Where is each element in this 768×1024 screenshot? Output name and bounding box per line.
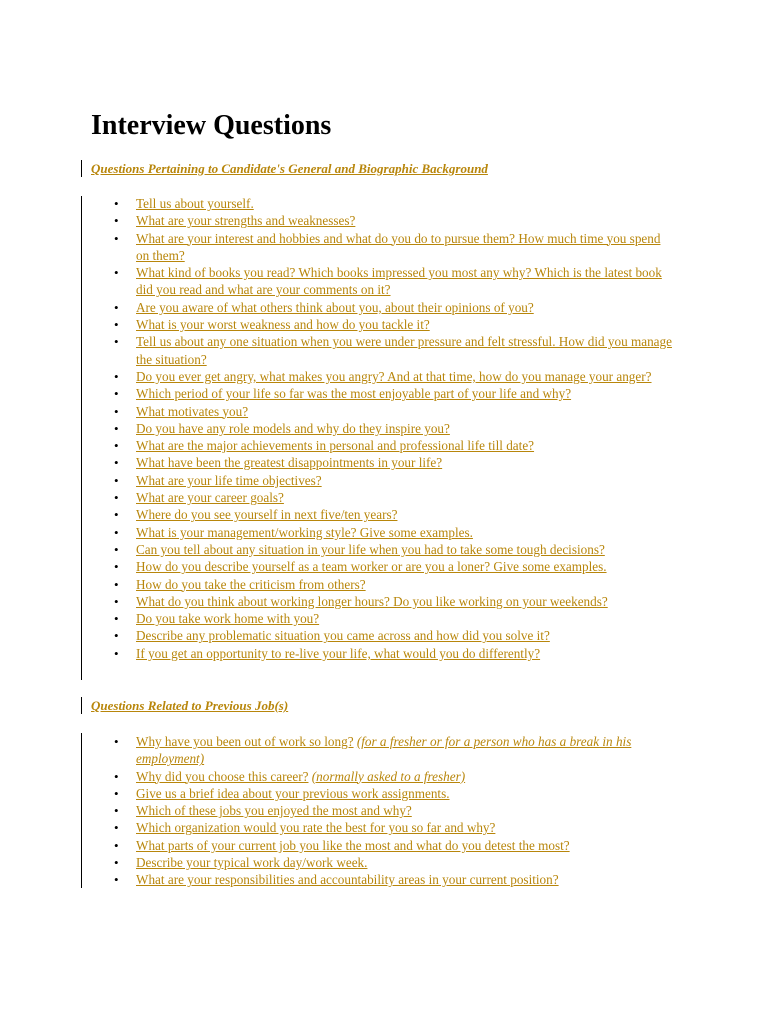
question-link[interactable]: Why have you been out of work so long?: [136, 734, 354, 749]
list-item: [114, 541, 674, 558]
list-item: [114, 558, 674, 575]
list-item: [114, 212, 674, 229]
question-link[interactable]: Can you tell about any situation in your life when you had to take some tough decisions?: [136, 541, 605, 557]
bullet-icon: •: [114, 645, 119, 661]
question-list-previous-jobs: [114, 733, 674, 889]
question-link[interactable]: Tell us about any one situation when you were under pressure and felt stressful. How did you manage the situation?: [136, 334, 672, 367]
question-link[interactable]: Which period of your life so far was the most enjoyable part of your life and why?: [136, 386, 572, 402]
question-link[interactable]: What do you think about working longer hours? Do you like working on your weekends?: [136, 593, 608, 609]
section-heading-background[interactable]: Questions Pertaining to Candidate's General and Biographic Background: [91, 161, 488, 176]
bullet-icon: •: [114, 855, 119, 871]
bullet-icon: •: [114, 317, 119, 333]
list-item: [114, 316, 674, 333]
bullet-icon: •: [114, 490, 119, 506]
question-note[interactable]: (normally asked to a fresher): [311, 768, 466, 784]
question-link[interactable]: Why did you choose this career?: [136, 768, 309, 784]
question-link[interactable]: If you get an opportunity to re-live your life, what would you do differently?: [136, 645, 541, 661]
list-item: [114, 819, 674, 836]
bullet-icon: •: [114, 472, 119, 488]
section-bar-marker: [81, 160, 82, 177]
bullet-icon: •: [114, 455, 119, 471]
list-item: [114, 768, 674, 785]
question-link[interactable]: Tell us about yourself.: [136, 196, 254, 211]
question-link[interactable]: What is your worst weakness and how do you tackle it?: [136, 317, 430, 333]
bullet-icon: •: [114, 420, 119, 436]
question-link[interactable]: What have been the greatest disappointments in your life?: [136, 455, 443, 471]
list-item: [114, 837, 674, 854]
bullet-icon: •: [114, 593, 119, 609]
list-item: [114, 785, 674, 802]
bullet-icon: •: [114, 230, 119, 246]
bullet-icon: •: [114, 196, 119, 211]
list-bar-marker: [81, 733, 82, 888]
bullet-icon: •: [114, 734, 119, 749]
bullet-icon: •: [114, 559, 119, 575]
question-link[interactable]: What are your strengths and weaknesses?: [136, 213, 356, 229]
bullet-icon: •: [114, 541, 119, 557]
question-link[interactable]: What are your interest and hobbies and what do you do to pursue them? How much time you spend on them?: [136, 230, 661, 263]
question-link[interactable]: What motivates you?: [136, 403, 249, 419]
bullet-icon: •: [114, 438, 119, 454]
question-link[interactable]: How do you take the criticism from others?: [136, 576, 366, 592]
list-item: [114, 576, 674, 593]
question-link[interactable]: What are your responsibilities and accountability areas in your current position?: [136, 872, 559, 888]
section-heading-previous-jobs[interactable]: Questions Related to Previous Job(s): [91, 698, 289, 713]
question-link[interactable]: Do you ever get angry, what makes you angry? And at that time, how do you manage your anger?: [136, 368, 652, 384]
page-title: Interview Questions: [91, 110, 332, 141]
question-link[interactable]: Describe any problematic situation you came across and how did you solve it?: [136, 628, 550, 644]
list-item: [114, 524, 674, 541]
bullet-icon: •: [114, 213, 119, 229]
question-link[interactable]: Where do you see yourself in next five/ten years?: [136, 507, 398, 523]
question-link[interactable]: What parts of your current job you like the most and what do you detest the most?: [136, 837, 570, 853]
question-link[interactable]: Do you take work home with you?: [136, 611, 320, 627]
bullet-icon: •: [114, 820, 119, 836]
bullet-icon: •: [114, 628, 119, 644]
list-item: [114, 854, 674, 871]
bullet-icon: •: [114, 872, 119, 888]
question-list-background: [114, 195, 674, 662]
question-link[interactable]: Do you have any role models and why do they inspire you?: [136, 420, 450, 436]
list-item: [114, 403, 674, 420]
bullet-icon: •: [114, 524, 119, 540]
list-item: [114, 610, 674, 627]
list-item: [114, 627, 674, 644]
bullet-icon: •: [114, 299, 119, 315]
question-link[interactable]: What are the major achievements in personal and professional life till date?: [136, 438, 535, 454]
list-item: [114, 645, 674, 662]
list-item: [114, 420, 674, 437]
bullet-icon: •: [114, 334, 119, 350]
bullet-icon: •: [114, 768, 119, 784]
bullet-icon: •: [114, 368, 119, 384]
list-item: [114, 871, 674, 888]
question-link[interactable]: What are your career goals?: [136, 490, 284, 506]
bullet-icon: •: [114, 837, 119, 853]
list-item: [114, 472, 674, 489]
question-link[interactable]: Which organization would you rate the best for you so far and why?: [136, 820, 496, 836]
list-item: [114, 506, 674, 523]
question-link[interactable]: What kind of books you read? Which books impressed you most any why? Which is the latest book did you read and what are your comments on it?: [136, 265, 662, 298]
list-item: [114, 333, 674, 368]
bullet-icon: •: [114, 507, 119, 523]
bullet-icon: •: [114, 611, 119, 627]
bullet-icon: •: [114, 265, 119, 281]
question-link[interactable]: What is your management/working style? Give some examples.: [136, 524, 473, 540]
list-item: [114, 195, 674, 212]
list-item: [114, 264, 674, 299]
list-item: [114, 802, 674, 819]
section-bar-marker: [81, 697, 82, 714]
bullet-icon: •: [114, 576, 119, 592]
list-bar-marker: [81, 196, 82, 680]
question-link[interactable]: Describe your typical work day/work week.: [136, 855, 368, 871]
list-item: [114, 437, 674, 454]
question-link[interactable]: Give us a brief idea about your previous work assignments.: [136, 785, 450, 801]
question-link[interactable]: Are you aware of what others think about you, about their opinions of you?: [136, 299, 534, 315]
bullet-icon: •: [114, 403, 119, 419]
list-item: [114, 489, 674, 506]
bullet-icon: •: [114, 803, 119, 819]
list-item: [114, 733, 674, 768]
list-item: [114, 230, 674, 265]
list-item: [114, 385, 674, 402]
list-item: [114, 299, 674, 316]
list-item: [114, 593, 674, 610]
bullet-icon: •: [114, 785, 119, 801]
question-link[interactable]: How do you describe yourself as a team worker or are you a loner? Give some examples.: [136, 559, 607, 575]
list-item: [114, 368, 674, 385]
question-link[interactable]: What are your life time objectives?: [136, 472, 322, 488]
question-note[interactable]: (for a fresher or for a person who has a break in his employment): [136, 734, 632, 767]
question-link[interactable]: Which of these jobs you enjoyed the most and why?: [136, 803, 412, 819]
bullet-icon: •: [114, 386, 119, 402]
list-item: [114, 454, 674, 471]
